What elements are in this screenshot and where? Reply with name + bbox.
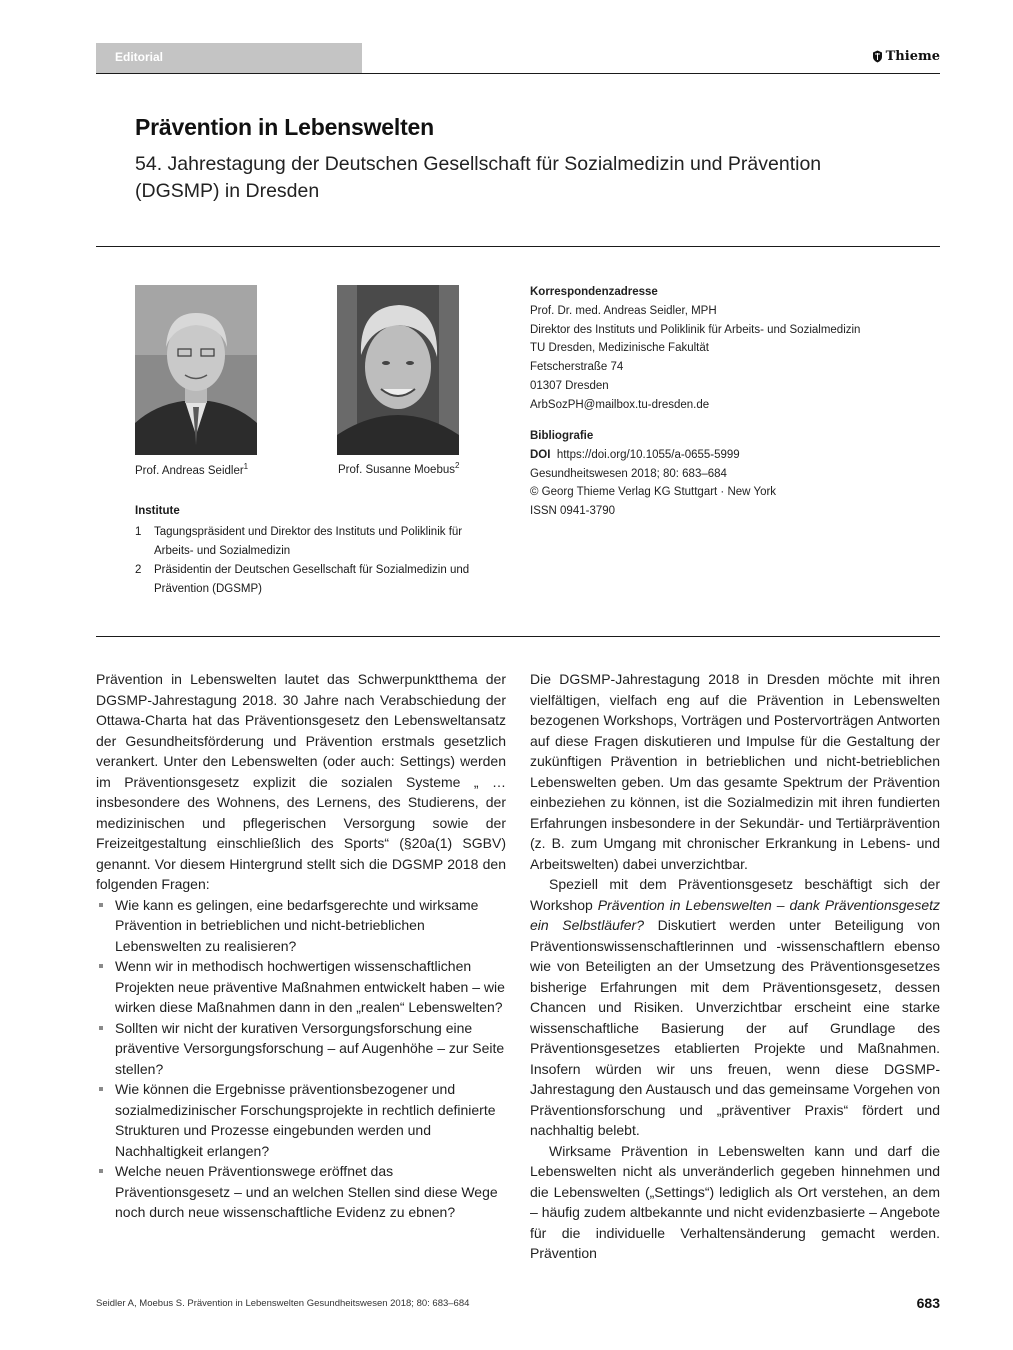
- workshop-title: Prävention in Lebenswelten – dank Präventionsgesetz ein Selbstläufer?: [530, 896, 940, 933]
- meta-rule: [96, 636, 940, 637]
- question-item: Welche neuen Präventionswege eröffnet das Präventionsgesetz – und an welchen Stellen sind diese Wege noch durch neue wissenschaftliche Evidenz zu ebnen?: [96, 1161, 506, 1223]
- body-paragraph: Wirksame Prävention in Lebenswelten kann und darf die Lebenswelten nicht als unveränderlich gegeben hinnehmen und die Lebenswelten („Settings“) lediglich als Ort verstehen, an dem – häufig zudem altbekannte und nicht evidenzbasierte – Angebote für die individuelle Verhaltensänderung gemacht werden. Prävention: [530, 1142, 940, 1261]
- author-caption-moebus: Prof. Susanne Moebus$^2$: [338, 461, 460, 476]
- section-label: Editorial: [115, 50, 164, 64]
- question-item: Wenn wir in methodisch hochwertigen wissenschaftlichen Projekten neue präventive Maßnahmen entwickelt haben – wie wirken diese Maßnahmen dann in den „realen“ Lebenswelten?: [96, 956, 506, 1018]
- correspondence-line: Fetscherstraße 74: [530, 361, 624, 374]
- article-subtitle: 54. Jahrestagung der Deutschen Gesellschaft für Sozialmedizin und Prävention (DGSMP) in Dresden: [135, 153, 822, 202]
- institute-item: 1 Tagungspräsident und Direktor des Instituts und Poliklinik für Arbeits- und Sozialmedizin: [135, 526, 463, 557]
- correspondence-line: Direktor des Instituts und Poliklinik für Arbeits- und Sozialmedizin: [530, 323, 861, 336]
- institute-item: 2 Präsidentin der Deutschen Gesellschaft für Sozialmedizin und Prävention (DGSMP): [135, 564, 470, 595]
- section-tag: [96, 43, 362, 74]
- doi-label: DOI: [530, 448, 551, 461]
- question-item: Wie kann es gelingen, eine bedarfsgerechte und wirksame Prävention in betrieblichen und nicht-betrieblichen Lebenswelten zu realisieren?: [96, 895, 506, 957]
- bibliography-line: ISSN 0941-3790: [530, 505, 616, 518]
- doi-line: [530, 446, 776, 465]
- thieme-crest-icon: [872, 50, 883, 63]
- author-caption-seidler: Prof. Andreas Seidler$^1$: [135, 462, 249, 477]
- correspondence-line: 01307 Dresden: [530, 379, 609, 392]
- body-paragraph: Speziell mit dem Präventionsgesetz beschäftigt sich der Workshop Prävention in Lebenswelten – dank Präventionsgesetz ein Selbstläufer? Diskutiert werden unter Beteiligung von Präventionswissenschaftlerinnen und -wissenschaftlern ebenso wie von Beteiligten an der Umsetzung des Präventionsgesetzes bisherige Erfahrungen mit dem Präventionsgesetz, dessen Chancen und Risiken. Unverzichtbar erscheint eine starke wissenschaftliche Basierung der auf Grundlage des Präventionsgesetzes etablierten Projekte und Maßnahmen. Insofern würden wir uns freuen, wenn diese DGSMP-Jahrestagung den Austausch und das gemeinsame Vorgehen von Präventionsforschung und „präventiver Praxis“ fördert und nachhaltig belebt.: [530, 876, 940, 1138]
- question-item: Wie können die Ergebnisse präventionsbezogener und sozialmedizinischer Forschungsprojekte in rechtlich definierte Strukturen und Prozesse eingebunden werden und Nachhaltigkeit erlangen?: [96, 1079, 506, 1161]
- bibliography-line: © Georg Thieme Verlag KG Stuttgart · New York: [530, 486, 777, 499]
- correspondence-line: Prof. Dr. med. Andreas Seidler, MPH: [530, 304, 717, 317]
- bibliography-block: [530, 427, 776, 521]
- publisher-name: Thieme: [885, 49, 940, 64]
- body-column-left: [96, 669, 506, 1223]
- author-photo-moebus: [337, 285, 459, 455]
- question-list: [96, 895, 506, 1223]
- footer-citation: Seidler A, Moebus S. Prävention in Lebenswelten Gesundheitswesen 2018; 80: 683–684: [96, 1298, 470, 1309]
- correspondence-heading: Korrespondenzadresse: [530, 286, 658, 298]
- question-item: Sollten wir nicht der kurativen Versorgungsforschung eine präventive Versorgungsforschung – auf Augenhöhe – zur Seite stellen?: [96, 1018, 506, 1080]
- doi-link[interactable]: https://doi.org/10.1055/a-0655-5999: [556, 448, 740, 461]
- bibliography-heading: Bibliografie: [530, 430, 594, 442]
- author-photo-seidler: [135, 285, 257, 455]
- correspondence-line: TU Dresden, Medizinische Fakultät: [530, 342, 709, 355]
- header-rule: [96, 73, 940, 74]
- correspondence-email[interactable]: ArbSozPH@mailbox.tu-dresden.de: [530, 398, 710, 411]
- publisher-logo: [872, 49, 940, 64]
- page-number: 683: [916, 1295, 940, 1311]
- institutes-heading: Institute: [135, 505, 180, 517]
- institutes-list: [135, 523, 495, 599]
- body-paragraph: Die DGSMP-Jahrestagung 2018 in Dresden möchte mit ihren vielfältigen, vielfach eng auf die Prävention in Lebenswelten bezogenen Workshops, Vorträgen und Postervorträgen Antworten auf diese Fragen diskutieren und Impulse für die Gestaltung der zukünftigen Prävention in betrieblichen und nicht-betrieblichen Lebenswelten geben. Um das gesamte Spektrum der Prävention einbeziehen zu können, ist die Sozialmedizin mit ihren fundierten Erfahrungen insbesondere in der Sekundär- und Tertiärprävention (z. B. zum Umgang mit chronischer Erkrankung in Lebens- und Arbeitswelten) dabei unverzichtbar.: [530, 671, 940, 872]
- title-rule: [96, 246, 940, 247]
- correspondence-block: [530, 283, 860, 415]
- bibliography-line: Gesundheitswesen 2018; 80: 683–684: [530, 467, 727, 480]
- article-title: Prävention in Lebenswelten: [135, 114, 434, 140]
- body-column-right: [530, 669, 940, 1264]
- body-paragraph: Prävention in Lebenswelten lautet das Schwerpunktthema der DGSMP-Jahrestagung 2018. 30 Jahre nach Verabschiedung der Ottawa-Charta hat das Präventionsgesetz den Lebensweltansatz der Gesundheitsförderung und Prävention erstmals gesetzlich verankert. Unter den Lebenswelten (oder auch: Settings) werden im Präventionsgesetz explizit die sozialen Systeme „ …insbesondere des Wohnens, des Lernens, des Studierens, der medizinischen und pflegerischen Versorgung sowie der Freizeitgestaltung einschließlich des Sports“ (§20a(1) SGBV) genannt. Vor diesem Hintergrund stellt sich die DGSMP 2018 den folgenden Fragen:: [96, 671, 506, 892]
